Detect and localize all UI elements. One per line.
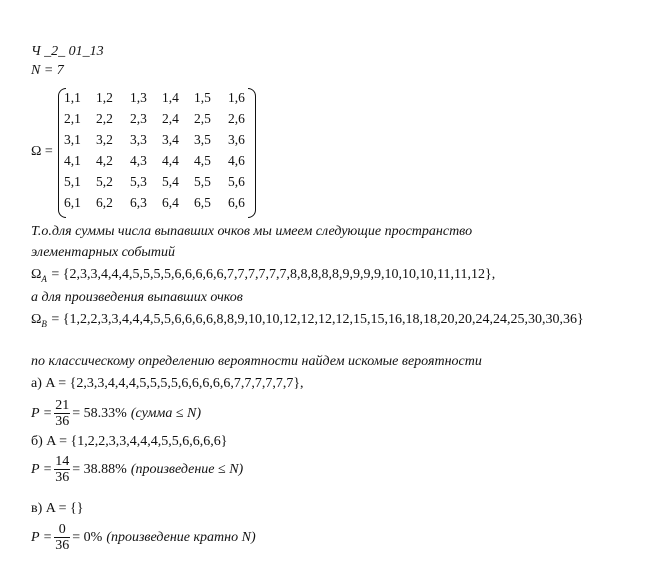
matrix-cell: 1,3 xyxy=(130,90,147,105)
matrix-cell: 4,4 xyxy=(162,153,179,168)
product-explanation: а для произведения выпавших очков xyxy=(31,290,243,305)
matrix-cell: 5,3 xyxy=(130,174,147,189)
note-a: (сумма ≤ N) xyxy=(130,405,202,421)
value-b: = 38.88% xyxy=(72,461,127,477)
numerator-c: 0 xyxy=(54,522,70,538)
matrix-cell: 5,6 xyxy=(228,174,245,189)
matrix-cell: 6,2 xyxy=(96,195,113,210)
matrix-cell: 6,3 xyxy=(130,195,147,210)
case-b-probability xyxy=(31,454,243,485)
case-a-set: а) A = {2,3,3,4,4,4,5,5,5,5,6,6,6,6,6,7,7,7,7,7,7}, xyxy=(31,376,304,391)
matrix-cell: 1,4 xyxy=(162,90,179,105)
matrix-cell: 1,6 xyxy=(228,90,245,105)
denominator-c: 36 xyxy=(55,538,70,553)
matrix-cell: 2,1 xyxy=(64,111,81,126)
matrix-cell: 2,5 xyxy=(194,111,211,126)
note-c: (произведение кратно N) xyxy=(106,529,256,545)
omega-a-line xyxy=(31,267,495,283)
matrix-cell: 1,1 xyxy=(64,90,81,105)
numerator-b: 14 xyxy=(55,454,70,469)
matrix-cell: 1,2 xyxy=(96,90,113,105)
matrix-cell: 3,3 xyxy=(130,132,147,147)
matrix-cell: 1,5 xyxy=(194,90,211,105)
fraction-b xyxy=(54,454,70,485)
p-label: P = xyxy=(31,529,53,545)
matrix-cell: 6,5 xyxy=(194,195,211,210)
matrix-cell: 5,4 xyxy=(162,174,179,189)
value-a: = 58.33% xyxy=(72,405,127,421)
omega-b-subscript: B xyxy=(41,319,47,329)
sum-explanation: Т.о.для суммы числа выпавших очков мы имеем следующие пространство xyxy=(31,224,473,239)
matrix-cell: 4,6 xyxy=(228,153,245,168)
matrix-cell: 3,1 xyxy=(64,132,81,147)
omega-a-subscript: A xyxy=(41,274,47,284)
omega-a-symbol: Ω xyxy=(31,267,42,282)
matrix-cell: 3,4 xyxy=(162,132,179,147)
denominator-a: 36 xyxy=(55,414,70,429)
matrix-cell: 6,1 xyxy=(64,195,81,210)
matrix-cell: 4,1 xyxy=(64,153,81,168)
omega-a-values: = {2,3,3,4,4,4,5,5,5,5,6,6,6,6,6,7,7,7,7,7,7,8,8,8,8,8,9,9,9,9,10,10,10,11,11,12}, xyxy=(47,267,496,282)
case-b-set: б) A = {1,2,2,3,3,4,4,4,5,5,6,6,6,6} xyxy=(31,434,228,449)
value-c: = 0% xyxy=(72,529,103,545)
fraction-a xyxy=(54,398,70,429)
matrix-cell: 5,2 xyxy=(96,174,113,189)
matrix-cell: 6,6 xyxy=(228,195,245,210)
matrix-cell: 4,2 xyxy=(96,153,113,168)
case-c-probability xyxy=(31,522,256,553)
matrix-cell: 3,5 xyxy=(194,132,211,147)
problem-id: Ч _2_ 01_13 xyxy=(31,44,104,59)
fraction-c xyxy=(54,522,70,553)
numerator-a: 21 xyxy=(55,398,70,413)
p-label: P = xyxy=(31,461,53,477)
matrix-cell: 5,5 xyxy=(194,174,211,189)
elementary-events-label: элементарных событий xyxy=(31,245,175,260)
matrix-cell: 3,6 xyxy=(228,132,245,147)
sample-space-matrix xyxy=(58,88,256,216)
classical-definition-text: по классическому определению вероятности найдем искомые вероятности xyxy=(31,354,482,369)
n-definition: N = 7 xyxy=(31,63,64,78)
omega-b-values: = {1,2,2,3,3,4,4,4,5,5,6,6,6,6,8,8,9,10,10,12,12,12,12,15,15,16,18,18,20,20,24,24,25,30,30,36} xyxy=(47,312,584,327)
case-c-set: в) A = {} xyxy=(31,501,84,516)
matrix-cell: 3,2 xyxy=(96,132,113,147)
matrix-cell: 4,5 xyxy=(194,153,211,168)
matrix-cell: 2,6 xyxy=(228,111,245,126)
matrix-cell: 4,3 xyxy=(130,153,147,168)
matrix-cell: 2,3 xyxy=(130,111,147,126)
matrix-cell: 6,4 xyxy=(162,195,179,210)
matrix-cell: 2,2 xyxy=(96,111,113,126)
matrix-cell: 2,4 xyxy=(162,111,179,126)
matrix-cell: 5,1 xyxy=(64,174,81,189)
denominator-b: 36 xyxy=(55,470,70,485)
p-label: P = xyxy=(31,405,53,421)
omega-label: Ω = xyxy=(31,144,53,159)
case-a-probability xyxy=(31,398,201,429)
note-b: (произведение ≤ N) xyxy=(130,461,244,477)
omega-b-line xyxy=(31,312,584,328)
omega-b-symbol: Ω xyxy=(31,312,42,327)
